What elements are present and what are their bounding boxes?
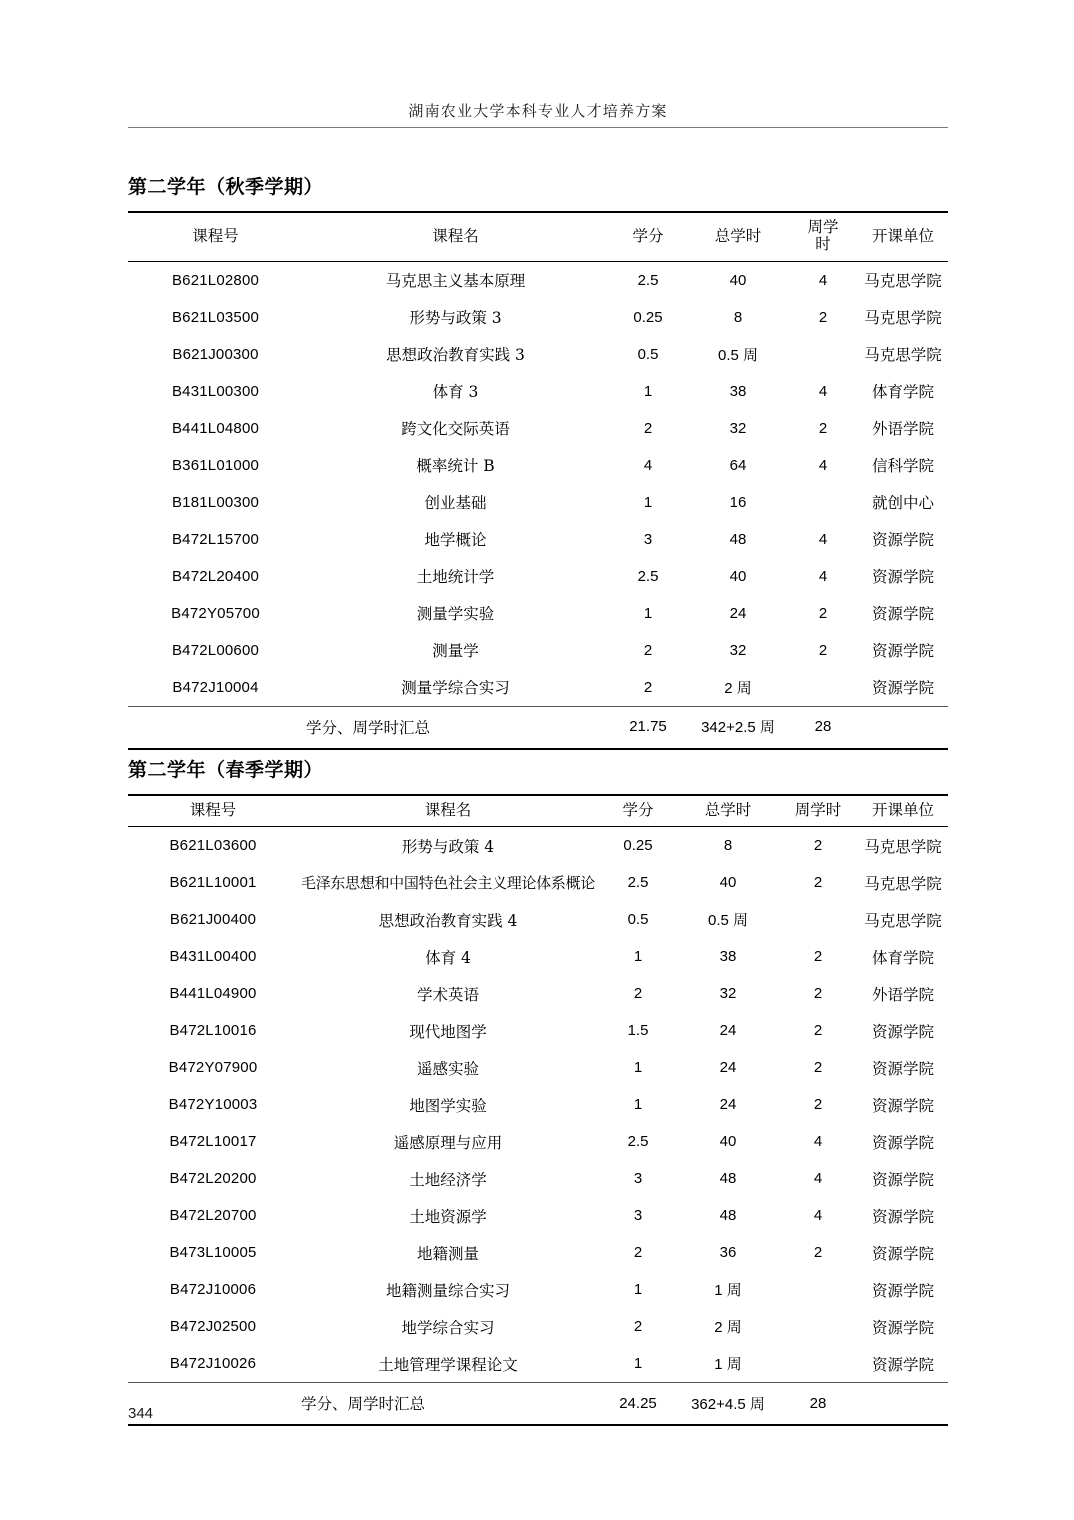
cell-credit: 1	[633, 1355, 643, 1373]
cell-credit: 1	[643, 493, 653, 511]
table-row	[128, 1197, 948, 1234]
column-header-week-hours: 周学时	[778, 795, 858, 827]
cell-course-code: B361L01000	[171, 456, 260, 474]
cell-credit: 2	[633, 1244, 643, 1262]
cell-total-hours: 40	[719, 1133, 737, 1151]
cell-total-hours: 0.5 周	[707, 912, 749, 930]
cell-credit: 1	[643, 604, 653, 622]
cell-credit: 1.5	[627, 1022, 649, 1040]
cell-department: 资源学院	[871, 642, 934, 661]
cell-week-hours	[778, 1308, 858, 1345]
cell-course-name: 地学综合实习	[401, 1318, 495, 1337]
cell-total-hours: 36	[719, 1244, 737, 1262]
cell-course-code: B472L20200	[169, 1170, 257, 1188]
cell-course-code: B621J00400	[169, 911, 257, 929]
section-title-spring: 第二学年（春季学期）	[128, 759, 324, 781]
cell-week-hours	[788, 336, 858, 373]
cell-week-hours: 2	[818, 419, 828, 437]
cell-course-code: B472J10006	[169, 1281, 257, 1299]
cell-week-hours: 2	[813, 1022, 823, 1040]
running-header-text: 湖南农业大学本科专业人才培养方案	[408, 102, 668, 120]
summary-department	[858, 1383, 948, 1426]
summary-label: 学分、周学时汇总	[128, 1383, 598, 1426]
cell-department: 资源学院	[871, 1281, 934, 1300]
cell-total-hours: 40	[719, 874, 737, 892]
column-header-name: 课程名	[303, 212, 608, 261]
cell-course-name: 毛泽东思想和中国特色社会主义理论体系概论	[300, 874, 595, 893]
cell-total-hours: 8	[723, 837, 733, 855]
cell-credit: 2	[643, 419, 653, 437]
cell-course-code: B472L20400	[171, 567, 260, 585]
cell-course-code: B181L00300	[171, 493, 260, 511]
cell-credit: 4	[643, 456, 653, 474]
cell-credit: 0.25	[623, 837, 653, 855]
cell-course-name: 测量学实验	[416, 605, 495, 624]
cell-course-code: B472Y05700	[171, 604, 260, 622]
cell-week-hours: 2	[813, 1244, 823, 1262]
cell-credit: 2	[633, 985, 643, 1003]
table-row	[128, 484, 948, 521]
cell-week-hours	[778, 1345, 858, 1383]
cell-week-hours: 2	[813, 1059, 823, 1077]
cell-department: 信科学院	[871, 457, 934, 476]
table-row	[128, 447, 948, 484]
cell-credit: 1	[643, 382, 653, 400]
cell-course-name: 土地经济学	[409, 1170, 487, 1189]
summary-week-hours: 28	[788, 706, 858, 749]
cell-course-code: B472L15700	[171, 530, 260, 548]
table-row	[128, 864, 948, 901]
table-row	[128, 1308, 948, 1345]
cell-course-name: 思想政治教育实践 3	[386, 346, 525, 365]
table-row	[128, 1086, 948, 1123]
cell-course-code: B621L02800	[171, 271, 260, 289]
cell-total-hours: 32	[719, 985, 737, 1003]
summary-department	[858, 706, 948, 749]
table-summary-row	[128, 706, 948, 749]
cell-week-hours	[778, 901, 858, 938]
cell-course-code: B472Y07900	[168, 1059, 258, 1077]
cell-department: 资源学院	[871, 1022, 934, 1041]
table-row	[128, 336, 948, 373]
table-body-autumn	[128, 261, 948, 749]
cell-course-code: B431L00400	[169, 948, 257, 966]
summary-week-hours: 28	[778, 1383, 858, 1426]
cell-course-code: B472L10017	[169, 1133, 257, 1151]
cell-course-name: 地籍测量	[416, 1244, 479, 1263]
cell-credit: 3	[633, 1170, 643, 1188]
cell-week-hours: 2	[813, 874, 823, 892]
cell-department: 资源学院	[871, 1318, 934, 1337]
table-row	[128, 410, 948, 447]
cell-week-hours: 4	[818, 382, 828, 400]
cell-credit: 1	[633, 948, 643, 966]
summary-label: 学分、周学时汇总	[128, 706, 608, 749]
cell-course-name: 土地管理学课程论文	[378, 1355, 518, 1374]
cell-week-hours: 2	[818, 641, 828, 659]
summary-credit: 24.25	[598, 1383, 678, 1426]
table-row	[128, 901, 948, 938]
cell-credit: 1	[633, 1059, 643, 1077]
table-summary-row	[128, 1383, 948, 1426]
table-row	[128, 975, 948, 1012]
cell-department: 马克思学院	[864, 272, 942, 291]
cell-week-hours: 2	[813, 837, 823, 855]
cell-course-name: 跨文化交际英语	[401, 420, 510, 439]
page-number: 344	[128, 1405, 154, 1422]
table-row	[128, 299, 948, 336]
cell-course-name: 地学概论	[424, 531, 487, 550]
section-spring-semester	[128, 755, 948, 1426]
cell-total-hours: 32	[729, 641, 747, 659]
cell-total-hours: 40	[729, 567, 747, 585]
cell-credit: 2	[633, 1318, 643, 1336]
cell-course-code: B621L10001	[169, 874, 257, 892]
cell-course-name: 遥感实验	[416, 1059, 479, 1078]
cell-week-hours: 2	[813, 1096, 823, 1114]
cell-course-name: 马克思主义基本原理	[385, 272, 526, 291]
week-hours-line-2: 时	[815, 235, 831, 254]
cell-course-code: B472J02500	[169, 1318, 257, 1336]
cell-course-code: B472Y10003	[168, 1096, 258, 1114]
cell-department: 资源学院	[871, 1059, 934, 1078]
cell-week-hours: 2	[818, 604, 828, 622]
cell-week-hours	[778, 1271, 858, 1308]
cell-course-name: 形势与政策 4	[401, 837, 495, 856]
section-title-autumn: 第二学年（秋季学期）	[128, 176, 324, 198]
cell-course-code: B472J10004	[172, 678, 259, 696]
cell-credit: 1	[633, 1096, 643, 1114]
cell-course-code: B621L03500	[171, 308, 260, 326]
cell-total-hours: 1 周	[714, 1356, 742, 1374]
cell-credit: 0.25	[633, 308, 663, 326]
cell-week-hours: 4	[818, 271, 828, 289]
cell-total-hours: 1 周	[714, 1282, 742, 1300]
cell-department: 资源学院	[871, 531, 934, 550]
cell-credit: 2.5	[627, 1133, 649, 1151]
cell-department: 马克思学院	[864, 309, 942, 328]
cell-credit: 0.5	[627, 911, 649, 929]
table-row	[128, 669, 948, 707]
cell-credit: 2.5	[627, 874, 649, 892]
column-header-name: 课程名	[298, 795, 598, 827]
column-header-department: 开课单位	[858, 795, 948, 827]
cell-department: 资源学院	[871, 605, 934, 624]
cell-total-hours: 38	[729, 382, 747, 400]
cell-total-hours: 24	[729, 604, 747, 622]
table-row	[128, 261, 948, 299]
cell-week-hours: 4	[813, 1170, 823, 1188]
cell-total-hours: 24	[719, 1059, 737, 1077]
cell-course-name: 遥感原理与应用	[393, 1133, 503, 1152]
column-header-credit: 学分	[608, 212, 688, 261]
section-autumn-semester	[128, 172, 948, 750]
table-row	[128, 558, 948, 595]
cell-department: 马克思学院	[864, 837, 942, 856]
column-header-code: 课程号	[128, 795, 298, 827]
cell-course-name: 体育 4	[425, 948, 471, 967]
cell-course-code: B431L00300	[171, 382, 260, 400]
cell-department: 资源学院	[871, 1355, 934, 1374]
cell-total-hours: 48	[719, 1207, 737, 1225]
table-row	[128, 1012, 948, 1049]
cell-department: 资源学院	[871, 1096, 934, 1115]
cell-department: 外语学院	[871, 420, 934, 439]
table-row	[128, 1049, 948, 1086]
cell-week-hours	[788, 484, 858, 521]
cell-department: 外语学院	[871, 985, 934, 1004]
table-row	[128, 632, 948, 669]
cell-department: 体育学院	[871, 383, 934, 402]
cell-credit: 1	[633, 1281, 643, 1299]
cell-total-hours: 40	[729, 271, 747, 289]
cell-week-hours: 4	[818, 530, 828, 548]
running-header	[128, 100, 948, 128]
cell-course-name: 测量学综合实习	[401, 679, 510, 698]
cell-credit: 2	[643, 678, 653, 696]
summary-credit: 21.75	[608, 706, 688, 749]
cell-course-code: B472L00600	[171, 641, 260, 659]
cell-week-hours: 2	[813, 985, 823, 1003]
cell-course-name: 地图学实验	[409, 1096, 487, 1115]
cell-total-hours: 2 周	[714, 1319, 742, 1337]
cell-course-name: 地籍测量综合实习	[385, 1281, 510, 1300]
table-row	[128, 1160, 948, 1197]
cell-course-code: B441L04800	[171, 419, 260, 437]
table-row	[128, 827, 948, 865]
column-header-week-hours	[788, 212, 858, 261]
cell-course-name: 体育 3	[432, 383, 479, 402]
table-row	[128, 938, 948, 975]
cell-course-code: B621J00300	[172, 345, 259, 363]
cell-department: 资源学院	[871, 679, 934, 698]
cell-course-name: 测量学	[432, 642, 479, 661]
cell-department: 马克思学院	[864, 346, 942, 365]
cell-course-name: 土地统计学	[416, 568, 495, 587]
cell-total-hours: 0.5 周	[717, 346, 759, 364]
cell-total-hours: 38	[719, 948, 737, 966]
column-header-total-hours: 总学时	[688, 212, 788, 261]
cell-week-hours: 4	[813, 1207, 823, 1225]
cell-total-hours: 48	[729, 530, 747, 548]
cell-credit: 2.5	[637, 271, 659, 289]
cell-credit: 2.5	[637, 567, 659, 585]
cell-department: 资源学院	[871, 1207, 934, 1226]
cell-department: 资源学院	[871, 568, 934, 587]
cell-course-name: 创业基础	[424, 494, 487, 513]
cell-course-code: B621L03600	[169, 837, 257, 855]
cell-course-code: B472L20700	[169, 1207, 257, 1225]
cell-course-code: B472L10016	[169, 1022, 257, 1040]
course-table-spring	[128, 794, 948, 1426]
cell-course-name: 形势与政策 3	[409, 309, 502, 328]
cell-course-code: B473L10005	[169, 1244, 257, 1262]
course-table-autumn	[128, 211, 948, 750]
cell-course-name: 现代地图学	[409, 1022, 487, 1041]
cell-total-hours: 2 周	[724, 679, 752, 697]
cell-total-hours: 24	[719, 1022, 737, 1040]
cell-credit: 3	[633, 1207, 643, 1225]
cell-total-hours: 64	[729, 456, 747, 474]
cell-total-hours: 16	[729, 493, 747, 511]
table-row	[128, 521, 948, 558]
column-header-code: 课程号	[128, 212, 303, 261]
cell-week-hours: 2	[813, 948, 823, 966]
cell-week-hours: 2	[818, 308, 828, 326]
cell-total-hours: 32	[729, 419, 747, 437]
table-body-spring	[128, 827, 948, 1426]
cell-department: 马克思学院	[864, 911, 942, 930]
cell-department: 资源学院	[871, 1170, 934, 1189]
table-header-row	[128, 212, 948, 261]
column-header-department: 开课单位	[858, 212, 948, 261]
table-row	[128, 1234, 948, 1271]
cell-course-name: 思想政治教育实践 4	[378, 911, 518, 930]
cell-total-hours: 24	[719, 1096, 737, 1114]
cell-week-hours: 4	[818, 456, 828, 474]
cell-credit: 2	[643, 641, 653, 659]
cell-course-name: 学术英语	[416, 985, 479, 1004]
week-hours-line-1: 周学	[807, 218, 839, 236]
cell-week-hours	[788, 669, 858, 707]
table-row	[128, 373, 948, 410]
cell-department: 资源学院	[871, 1244, 934, 1263]
table-row	[128, 1345, 948, 1383]
table-row	[128, 1271, 948, 1308]
cell-course-code: B441L04900	[169, 985, 257, 1003]
cell-department: 体育学院	[871, 948, 934, 967]
summary-total-hours: 342+2.5 周	[688, 706, 788, 749]
table-row	[128, 1123, 948, 1160]
cell-credit: 0.5	[637, 345, 659, 363]
cell-course-name: 土地资源学	[409, 1207, 487, 1226]
column-header-credit: 学分	[598, 795, 678, 827]
summary-total-hours: 362+4.5 周	[678, 1383, 778, 1426]
table-header-row	[128, 795, 948, 827]
cell-department: 马克思学院	[864, 874, 942, 893]
cell-course-code: B472J10026	[169, 1355, 257, 1373]
cell-total-hours: 48	[719, 1170, 737, 1188]
cell-course-name: 概率统计 B	[416, 457, 495, 476]
cell-week-hours: 4	[813, 1133, 823, 1151]
column-header-total-hours: 总学时	[678, 795, 778, 827]
running-header-rule	[128, 127, 948, 128]
cell-credit: 3	[643, 530, 653, 548]
cell-total-hours: 8	[733, 308, 743, 326]
cell-department: 就创中心	[871, 494, 934, 513]
table-row	[128, 595, 948, 632]
cell-week-hours: 4	[818, 567, 828, 585]
cell-department: 资源学院	[871, 1133, 934, 1152]
